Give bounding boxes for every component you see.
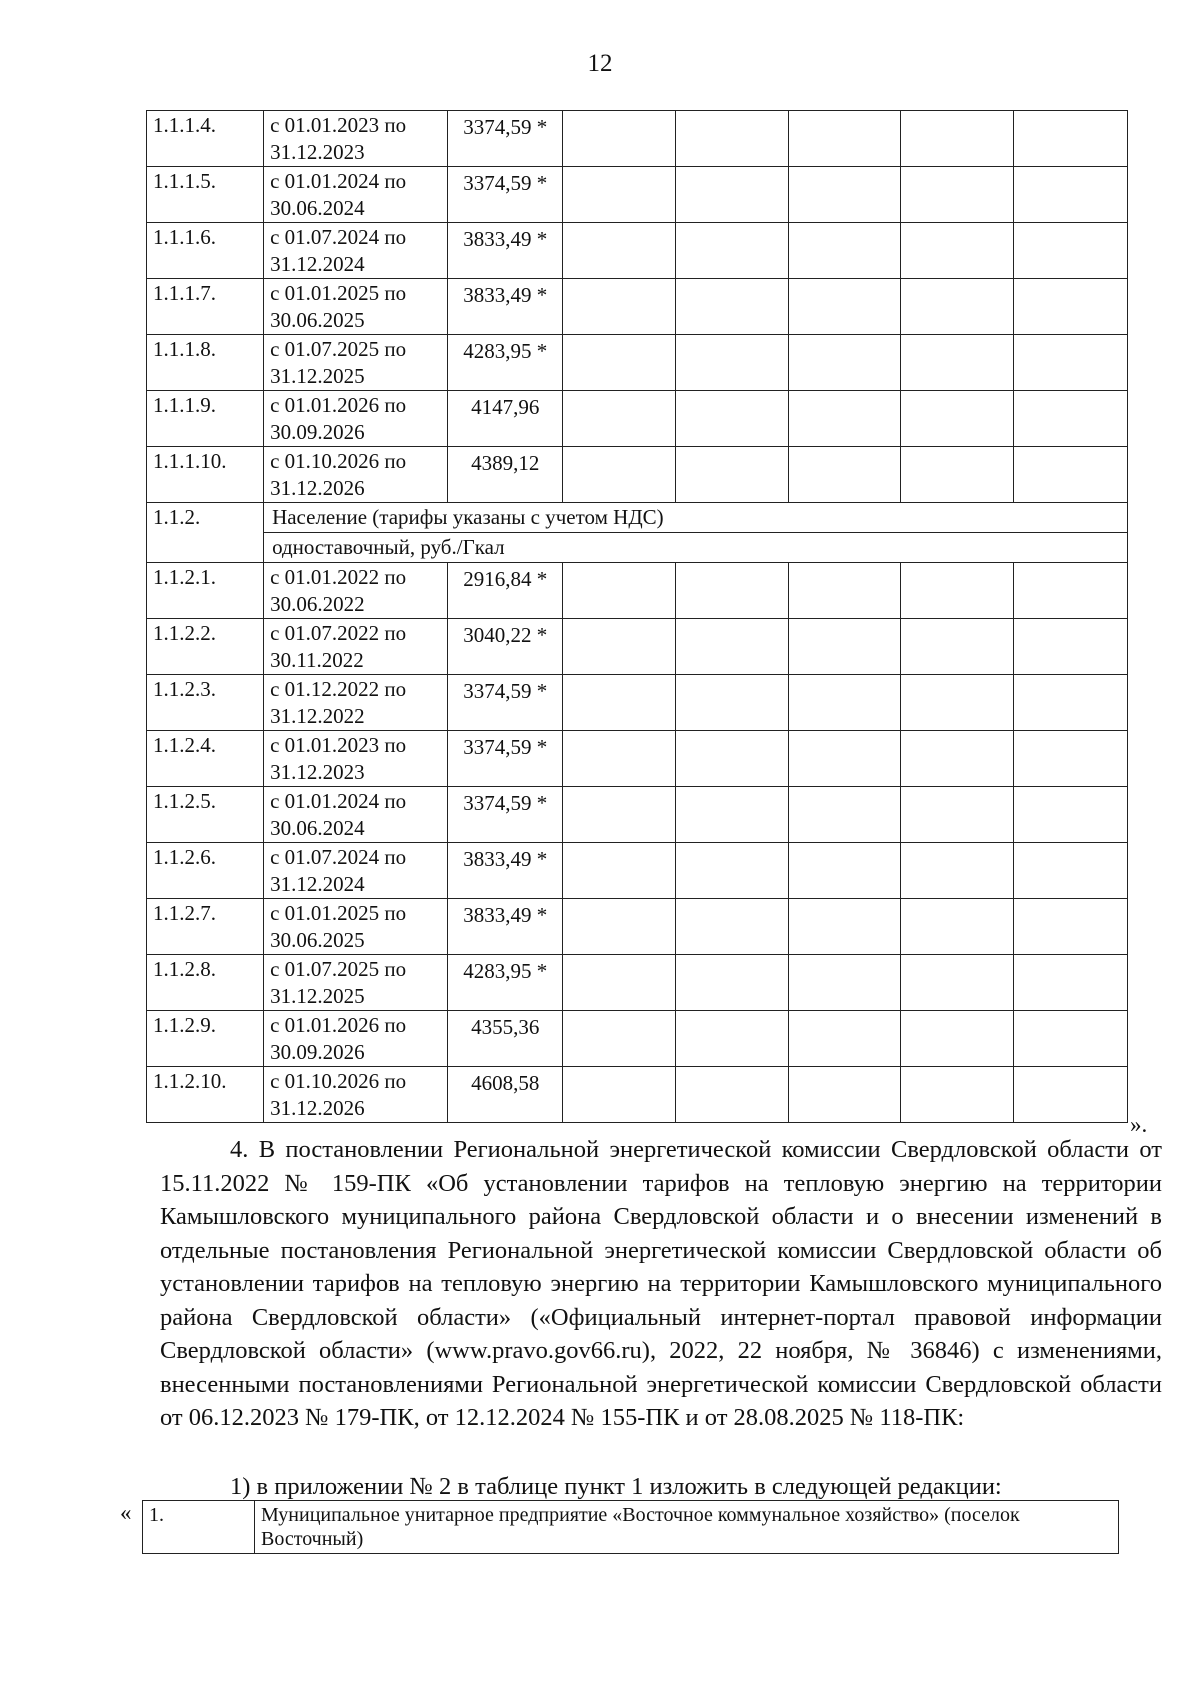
table-row	[147, 899, 1128, 955]
empty-cell	[901, 731, 1014, 787]
empty-cell	[563, 447, 676, 503]
empty-cell	[1014, 787, 1128, 843]
empty-cell	[675, 1011, 788, 1067]
empty-cell	[1014, 899, 1128, 955]
row-number: 1.1.1.7.	[147, 279, 264, 335]
row-value: 2916,84 *	[448, 563, 563, 619]
empty-cell	[1014, 223, 1128, 279]
empty-cell	[901, 1067, 1014, 1123]
table-row	[147, 167, 1128, 223]
empty-cell	[675, 1067, 788, 1123]
empty-cell	[563, 1067, 676, 1123]
empty-cell	[901, 619, 1014, 675]
empty-cell	[788, 447, 901, 503]
empty-cell	[675, 675, 788, 731]
empty-cell	[788, 223, 901, 279]
row-value: 4608,58	[448, 1067, 563, 1123]
row-value: 3833,49 *	[448, 843, 563, 899]
empty-cell	[788, 563, 901, 619]
row-number: 1.1.1.9.	[147, 391, 264, 447]
row-value: 3833,49 *	[448, 223, 563, 279]
empty-cell	[563, 223, 676, 279]
opening-quote: «	[120, 1500, 132, 1525]
empty-cell	[563, 335, 676, 391]
row-number: 1.1.1.8.	[147, 335, 264, 391]
empty-cell	[675, 731, 788, 787]
empty-cell	[1014, 843, 1128, 899]
empty-cell	[563, 731, 676, 787]
row-number: 1.1.1.6.	[147, 223, 264, 279]
row-value: 4147,96	[448, 391, 563, 447]
empty-cell	[901, 279, 1014, 335]
empty-cell	[788, 731, 901, 787]
empty-cell	[563, 1011, 676, 1067]
tariff-table	[146, 110, 1128, 1123]
empty-cell	[563, 391, 676, 447]
row-number: 1.1.2.8.	[147, 955, 264, 1011]
empty-cell	[563, 111, 676, 167]
table-row	[147, 563, 1128, 619]
row-value: 3833,49 *	[448, 899, 563, 955]
empty-cell	[1014, 279, 1128, 335]
table-row	[147, 111, 1128, 167]
empty-cell	[1014, 1011, 1128, 1067]
row-number: 1.1.2.1.	[147, 563, 264, 619]
empty-cell	[675, 619, 788, 675]
paragraph-sub-1: 1) в приложении № 2 в таблице пункт 1 изложить в следующей редакции:	[230, 1473, 1002, 1500]
empty-cell	[901, 391, 1014, 447]
empty-cell	[788, 787, 901, 843]
row-number: 1.1.1.5.	[147, 167, 264, 223]
empty-cell	[563, 167, 676, 223]
table-row	[147, 335, 1128, 391]
row-period: с 01.12.2022 по 31.12.2022	[264, 675, 448, 731]
empty-cell	[675, 335, 788, 391]
empty-cell	[788, 1011, 901, 1067]
group-title: Население (тарифы указаны с учетом НДС)	[264, 503, 1128, 533]
empty-cell	[901, 843, 1014, 899]
row-period: с 01.01.2023 по 31.12.2023	[264, 731, 448, 787]
entity-table	[142, 1500, 1119, 1554]
row-number: 1.1.1.10.	[147, 447, 264, 503]
row-period: с 01.01.2023 по 31.12.2023	[264, 111, 448, 167]
row-period: с 01.01.2024 по 30.06.2024	[264, 787, 448, 843]
row-period: с 01.10.2026 по 31.12.2026	[264, 447, 448, 503]
empty-cell	[901, 563, 1014, 619]
empty-cell	[675, 899, 788, 955]
empty-cell	[788, 167, 901, 223]
table-row	[147, 955, 1128, 1011]
row-number: 1.1.2.2.	[147, 619, 264, 675]
empty-cell	[563, 279, 676, 335]
empty-cell	[563, 619, 676, 675]
closing-quote: ».	[1130, 1112, 1148, 1137]
row-number: 1.1.2.9.	[147, 1011, 264, 1067]
empty-cell	[901, 447, 1014, 503]
row-value: 3374,59 *	[448, 787, 563, 843]
empty-cell	[1014, 955, 1128, 1011]
empty-cell	[1014, 675, 1128, 731]
empty-cell	[901, 955, 1014, 1011]
row-period: с 01.01.2025 по 30.06.2025	[264, 899, 448, 955]
empty-cell	[1014, 731, 1128, 787]
empty-cell	[901, 1011, 1014, 1067]
empty-cell	[788, 1067, 901, 1123]
row-number: 1.1.2.3.	[147, 675, 264, 731]
row-value: 3374,59 *	[448, 731, 563, 787]
empty-cell	[901, 787, 1014, 843]
table-row	[147, 675, 1128, 731]
empty-cell	[1014, 167, 1128, 223]
table-row	[147, 843, 1128, 899]
empty-cell	[788, 899, 901, 955]
empty-cell	[788, 619, 901, 675]
empty-cell	[675, 279, 788, 335]
empty-cell	[563, 787, 676, 843]
empty-cell	[675, 563, 788, 619]
empty-cell	[1014, 619, 1128, 675]
row-number: 1.1.2.7.	[147, 899, 264, 955]
row-period: с 01.01.2024 по 30.06.2024	[264, 167, 448, 223]
empty-cell	[675, 223, 788, 279]
table-row	[147, 619, 1128, 675]
empty-cell	[1014, 335, 1128, 391]
empty-cell	[563, 675, 676, 731]
empty-cell	[675, 787, 788, 843]
row-period: с 01.07.2024 по 31.12.2024	[264, 223, 448, 279]
table-row	[147, 787, 1128, 843]
empty-cell	[1014, 447, 1128, 503]
empty-cell	[901, 899, 1014, 955]
empty-cell	[675, 391, 788, 447]
empty-cell	[1014, 111, 1128, 167]
row-value: 4355,36	[448, 1011, 563, 1067]
empty-cell	[901, 335, 1014, 391]
row-period: с 01.07.2025 по 31.12.2025	[264, 955, 448, 1011]
empty-cell	[1014, 1067, 1128, 1123]
table-row	[147, 447, 1128, 503]
empty-cell	[675, 111, 788, 167]
empty-cell	[563, 955, 676, 1011]
table-row	[147, 731, 1128, 787]
table-row	[147, 279, 1128, 335]
empty-cell	[563, 899, 676, 955]
empty-cell	[788, 111, 901, 167]
empty-cell	[563, 843, 676, 899]
row-value: 3040,22 *	[448, 619, 563, 675]
group-subtitle: одноставочный, руб./Гкал	[264, 533, 1128, 563]
empty-cell	[1014, 391, 1128, 447]
empty-cell	[675, 447, 788, 503]
row-value: 4389,12	[448, 447, 563, 503]
table-group-row	[147, 503, 1128, 533]
entity-number: 1.	[143, 1501, 255, 1554]
table-row	[147, 391, 1128, 447]
row-value: 4283,95 *	[448, 335, 563, 391]
entity-name: Муниципальное унитарное предприятие «Восточное коммунальное хозяйство» (поселок Восточный)	[255, 1501, 1119, 1554]
row-value: 3374,59 *	[448, 111, 563, 167]
row-number: 1.1.2.6.	[147, 843, 264, 899]
empty-cell	[788, 279, 901, 335]
empty-cell	[788, 843, 901, 899]
table-row	[147, 1067, 1128, 1123]
empty-cell	[563, 563, 676, 619]
row-number: 1.1.2.10.	[147, 1067, 264, 1123]
empty-cell	[788, 335, 901, 391]
row-period: с 01.01.2026 по 30.09.2026	[264, 1011, 448, 1067]
empty-cell	[788, 955, 901, 1011]
empty-cell	[788, 391, 901, 447]
paragraph-4: 4. В постановлении Региональной энергетической комиссии Свердловской области от 15.11.2022 № 159-ПК «Об установлении тарифов на тепловую энергию на территории Камышловского муниципального района Свердловской области и о внесении изменений в отдельные постановления Региональной энергетической комиссии Свердловской области об установлении тарифов на тепловую энергию на территории Камышловского муниципального района Свердловской области» («Официальный интернет-портал правовой информации Свердловской области» (www.pravo.gov66.ru), 2022, 22 ноября, № 36846) с изменениями, внесенными постановлениями Региональной энергетической комиссии Свердловской области от 06.12.2023 № 179-ПК, от 12.12.2024 № 155-ПК и от 28.08.2025 № 118-ПК:	[160, 1136, 1162, 1431]
empty-cell	[1014, 563, 1128, 619]
empty-cell	[675, 955, 788, 1011]
empty-cell	[901, 111, 1014, 167]
empty-cell	[675, 167, 788, 223]
row-period: с 01.01.2022 по 30.06.2022	[264, 563, 448, 619]
table-row	[147, 223, 1128, 279]
row-period: с 01.01.2026 по 30.09.2026	[264, 391, 448, 447]
row-value: 4283,95 *	[448, 955, 563, 1011]
table-row	[147, 1011, 1128, 1067]
table-row	[143, 1501, 1119, 1554]
page-number: 12	[587, 50, 613, 77]
row-period: с 01.10.2026 по 31.12.2026	[264, 1067, 448, 1123]
row-value: 3833,49 *	[448, 279, 563, 335]
empty-cell	[901, 675, 1014, 731]
empty-cell	[675, 843, 788, 899]
row-period: с 01.07.2022 по 30.11.2022	[264, 619, 448, 675]
row-number: 1.1.1.4.	[147, 111, 264, 167]
row-number: 1.1.2.4.	[147, 731, 264, 787]
group-number: 1.1.2.	[147, 503, 264, 563]
row-value: 3374,59 *	[448, 167, 563, 223]
empty-cell	[788, 675, 901, 731]
empty-cell	[901, 167, 1014, 223]
row-value: 3374,59 *	[448, 675, 563, 731]
table-group-subrow	[147, 533, 1128, 563]
empty-cell	[901, 223, 1014, 279]
row-period: с 01.07.2024 по 31.12.2024	[264, 843, 448, 899]
row-period: с 01.01.2025 по 30.06.2025	[264, 279, 448, 335]
row-number: 1.1.2.5.	[147, 787, 264, 843]
row-period: с 01.07.2025 по 31.12.2025	[264, 335, 448, 391]
